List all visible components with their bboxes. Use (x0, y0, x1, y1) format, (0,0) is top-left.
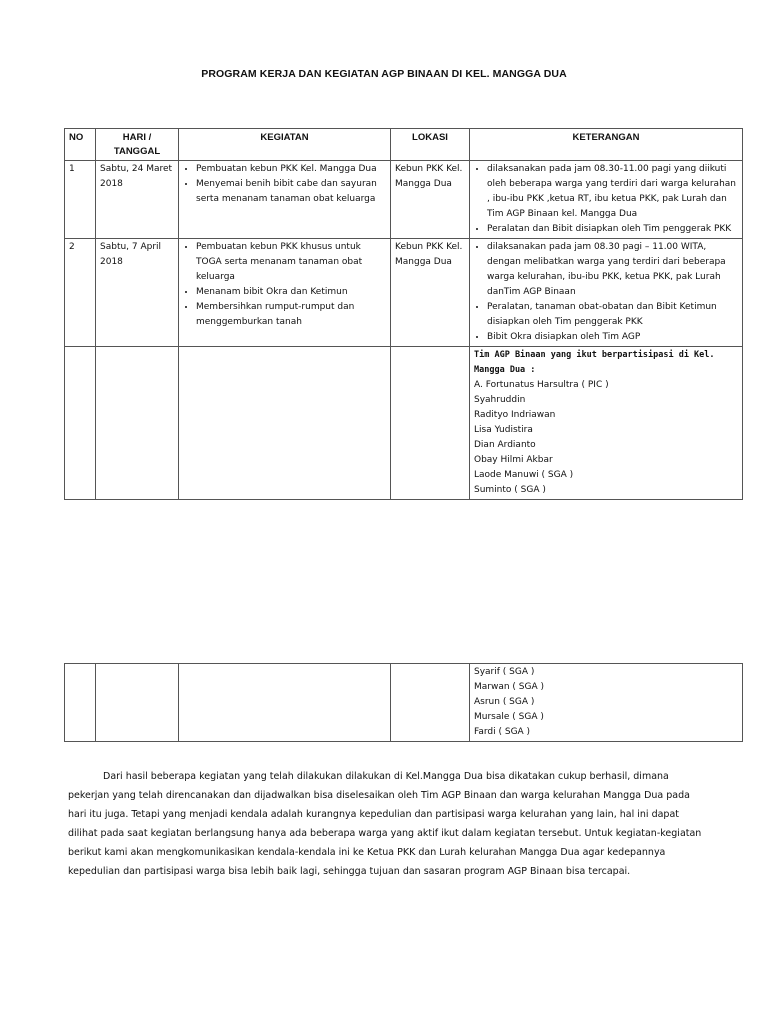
header-hari-tanggal (96, 129, 179, 161)
summary-text: Dari hasil beberapa kegiatan yang telah dilakukan dilakukan di Kel.Mangga Dua bisa dikatakan cukup berhasil, dimana pekerjan yang telah direncanakan dan dijadwalkan bisa diselesaikan oleh Tim AGP Binaan dan warga kelurahan Mangga Dua pada hari itu juga. Tetapi yang menjadi kendala adalah kurangnya kepedulian dan partisipasi warga kelurahan yang lain, hal ini dapat dilihat pada saat kegiatan berlangsung hanya ada beberapa warga yang aktif ikut dalam kegiatan tersebut. Untuk kegiatan-kegiatan berikut kami akan mengkomunikasikan kendala-kendala ini ke Ketua PKK dan Lurah kelurahan Mangga Dua agar kedepannya kepedulian dan partisipasi warga bisa lebih baik lagi, sehingga tujuan dan sasaran program AGP Binaan bisa tercapai. (68, 771, 702, 877)
team-list (470, 347, 743, 500)
empty-cell (96, 664, 179, 742)
summary-paragraph (68, 767, 708, 881)
team-heading: Mangga Dua : (474, 365, 536, 375)
team-member: Marwan ( SGA ) (474, 682, 545, 692)
team-member: Radityo Indriawan (474, 410, 556, 420)
activity-item: • Pembuatan kebun PKK khusus untuk TOGA serta menanam tanaman obat keluarga (196, 240, 386, 285)
note-item: • Peralatan dan Bibit disiapkan oleh Tim penggerak PKK (487, 222, 738, 237)
row-notes (470, 239, 743, 347)
team-member: Syahruddin (474, 395, 526, 405)
header-kegiatan: KEGIATAN (179, 129, 391, 161)
empty-cell (65, 347, 96, 500)
activity-item: • Pembuatan kebun PKK Kel. Mangga Dua (196, 162, 386, 177)
header-keterangan: KETERANGAN (470, 129, 743, 161)
note-item: • dilaksanakan pada jam 08.30-11.00 pagi yang diikuti oleh beberapa warga yang terdiri dari warga kelurahan , ibu-ibu PKK ,ketua RT, ibu ketua PKK, pak Lurah dan Tim AGP Binaan kel. Mangga Dua (487, 162, 738, 222)
activity-item: • Membersihkan rumput-rumput dan menggemburkan tanah (196, 300, 386, 330)
note-item: • dilaksanakan pada jam 08.30 pagi – 11.00 WITA, dengan melibatkan warga yang terdiri dari beberapa warga kelurahan, ibu-ibu PKK, ketua PKK, pak Lurah danTim AGP Binaan (487, 240, 738, 300)
row-date: Sabtu, 7 April 2018 (96, 239, 179, 347)
team-member: Mursale ( SGA ) (474, 712, 544, 722)
team-member: Obay Hilmi Akbar (474, 455, 553, 465)
program-table-continued (64, 663, 743, 742)
empty-cell (179, 664, 391, 742)
team-member: Syarif ( SGA ) (474, 667, 535, 677)
document-title: PROGRAM KERJA DAN KEGIATAN AGP BINAAN DI KEL. MANGGA DUA (201, 68, 567, 80)
note-item: • Bibit Okra disiapkan oleh Tim AGP (487, 330, 738, 345)
team-member: Asrun ( SGA ) (474, 697, 535, 707)
activity-item: • Menyemai benih bibit cabe dan sayuran serta menanam tanaman obat keluarga (196, 177, 386, 207)
team-member: Laode Manuwi ( SGA ) (474, 470, 574, 480)
team-list-continued (470, 664, 743, 742)
team-heading: Tim AGP Binaan yang ikut berpartisipasi di Kel. (474, 350, 715, 360)
empty-cell (65, 664, 96, 742)
team-member: Fardi ( SGA ) (474, 727, 531, 737)
table-row (65, 664, 743, 742)
table-row (65, 347, 743, 500)
team-member: Lisa Yudistira (474, 425, 533, 435)
header-no: NO (65, 129, 96, 161)
team-member: A. Fortunatus Harsultra ( PIC ) (474, 380, 609, 390)
table-row (65, 161, 743, 239)
note-item: • Peralatan, tanaman obat-obatan dan Bibit Ketimun disiapkan oleh Tim penggerak PKK (487, 300, 738, 330)
row-activities (179, 161, 391, 239)
table-row (65, 239, 743, 347)
empty-cell (391, 664, 470, 742)
empty-cell (96, 347, 179, 500)
header-lokasi: LOKASI (391, 129, 470, 161)
header-tanggal: TANGGAL (113, 146, 161, 157)
row-number: 2 (65, 239, 96, 347)
row-notes (470, 161, 743, 239)
empty-cell (391, 347, 470, 500)
table-header-row (65, 129, 743, 161)
activity-item: • Menanam bibit Okra dan Ketimun (196, 285, 386, 300)
team-member: Suminto ( SGA ) (474, 485, 546, 495)
row-date: Sabtu, 24 Maret 2018 (96, 161, 179, 239)
row-number: 1 (65, 161, 96, 239)
row-activities (179, 239, 391, 347)
empty-cell (179, 347, 391, 500)
header-hari: HARI / (122, 132, 152, 143)
row-location: Kebun PKK Kel. Mangga Dua (391, 161, 470, 239)
team-member: Dian Ardianto (474, 440, 536, 450)
program-table (64, 128, 743, 500)
row-location: Kebun PKK Kel. Mangga Dua (391, 239, 470, 347)
